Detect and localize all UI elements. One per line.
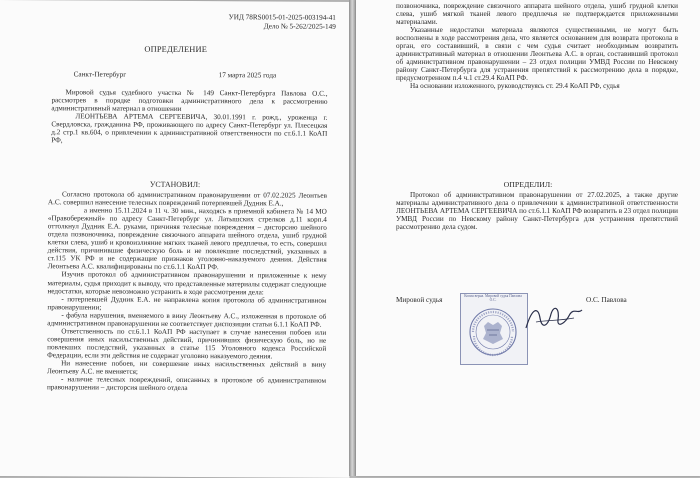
body-paragraph: Изучив протокол об административном правонарушении и приложенные к нему материалы, судья приходит к выводу, что представленные материалы содержат следующие недостатки, которые невозможно устранить в ходе рассмотрения дела: — [47, 270, 327, 296]
stamp-text: Копия верна. Мировой судья Павлова О.С. — [464, 294, 522, 303]
established-heading: УСТАНОВИЛ: — [149, 179, 201, 190]
uid-number: УИД 78RS0015-01-2025-003194-41 — [228, 13, 336, 22]
document-date: 17 марта 2025 года — [218, 71, 277, 80]
body-paragraph: Указанные недостатки материала являются существенными, не могут быть восполнены в ходе рассмотрения дела, что является основанием для возврата протокола в орган, его составивший, в связи с чем судья считает необходимым возвратить административный материал в отношении Леонтьева А.С. в орган, составивший протокол об административном правонарушении – 23 отдел полиции УМВД России по Невскому району Санкт-Петербурга для устранения препятствий к рассмотрению дела в порядке, предусмотренном п.4 ч.1 ст.29.4 КоАП РФ. — [396, 26, 678, 83]
body-paragraph: На основании изложенного, руководствуясь ст. 29.4 КоАП РФ, судья — [410, 82, 620, 91]
decision-text — [396, 191, 678, 231]
round-seal-icon — [465, 306, 521, 358]
judge-name: О.С. Павлова — [586, 296, 627, 304]
body-paragraph: - фабула нарушения, вменяемого в вину Леонтьеву А.С., изложенная в протоколе об административном правонарушении не соответствует диспозиции статьи 6.1.1 КоАП РФ. — [47, 311, 327, 329]
body-paragraph: Согласно протокола об административном правонарушении от 07.02.2025 Леонтьев А.С. совершил нанесение телесных повреждений потерпевшей Дудник Е.А., — [47, 190, 328, 208]
body-paragraph: а именно 15.11.2024 в 11 ч. 30 мин., находясь в приемной кабинета № 14 МО «Правобережный» по адресу Санкт-Петербург ул. Латышских стрелков д.11 корп.4 оттолкнул Дудник Е.А. руками, причиняя телесные повреждения – дисторсию шейного отдела позвоночника, повреждение связочного аппарата шейного отдела, ушиб грудной клетки слева, ушиб и кровоизлияние мягких тканей левого предплечья, то есть, совершил действия, причинившие физическую боль и не повлекшие последствий, указанных в ст.115 УК РФ и не содержащие признаков уголовно-наказуемого деяния. Действия Леонтьева А.С. квалифицированы по ст.6.1.1 КоАП РФ. — [47, 206, 327, 272]
intro-text — [51, 88, 327, 146]
city: Санкт-Петербург — [73, 70, 127, 79]
document-header — [229, 13, 336, 31]
judge-signature — [520, 300, 590, 338]
right-page — [356, 0, 700, 476]
intro-paragraph: Мировой судья судебного участка № 149 Санкт-Петербурга Павлова О.С., рассмотрев в порядке подготовки административного дела к рассмотрению административный материал в отношении — [51, 88, 328, 114]
page-fold — [349, 0, 356, 476]
case-number: Дело № 5-262/2025-149 — [263, 21, 336, 31]
decision-paragraph: Протокол об административном правонарушении от 27.02.2025, а также другие материалы административного дела о привлечении к административной ответственности ЛЕОНТЬЕВА АРТЕМА СЕРГЕЕВИЧА по ст.6.1.1 КоАП РФ возвратить в 23 отдел полиции УМВД России по Невскому району Санкт-Петербурга для устранения препятствий рассмотрению дела судом. — [396, 191, 678, 232]
determined-heading: ОПРЕДЕЛИЛ: — [503, 180, 553, 189]
body-paragraph: Ни нанесение побоев, ни совершение иных насильственных действий в вину Леонтьеву А.С. не вменяется; — [47, 359, 327, 376]
judge-label: Мировой судья — [396, 296, 443, 304]
defendant-paragraph: ЛЕОНТЬЕВА АРТЕМА СЕРГЕЕВИЧА, 30.01.1991 г. рожд., уроженца г. Свердловска, гражданина РФ, проживающего по адресу Санкт-Петербург ул. Плесецкая д.2 стр.1 кв.604, о привлечении к административной ответственности по ст.6.1.1 КоАП РФ, — [51, 112, 328, 145]
body-paragraph: - потерпевшей Дудник Е.А. не направлена копия протокола об административном правонарушении; — [47, 294, 327, 312]
court-stamp — [460, 293, 526, 363]
right-body-text — [396, 2, 678, 91]
body-paragraph: Ответственность по ст.6.1.1 КоАП РФ наступает в случае нанесения побоев или совершения иных насильственных действий, причинивших физическую боль, но не повлекших последствий, указанных в статье 115 Уголовного кодекса Российской Федерации, если эти действия не содержат уголовно наказуемого деяния. — [47, 327, 327, 361]
body-paragraph: - наличие телесных повреждений, описанных в протоколе об административном правонарушении – дисторсия шейного отдела — [46, 375, 327, 393]
left-body-text — [47, 190, 327, 393]
document-title: ОПРЕДЕЛЕНИЕ — [144, 44, 208, 55]
body-paragraph: позвоночника, повреждение связочного аппарата шейного отдела, ушиб грудной клетки слева, ушиб мягкой тканей левого предплечья не подтверждается приложенными материалами. — [396, 2, 678, 27]
